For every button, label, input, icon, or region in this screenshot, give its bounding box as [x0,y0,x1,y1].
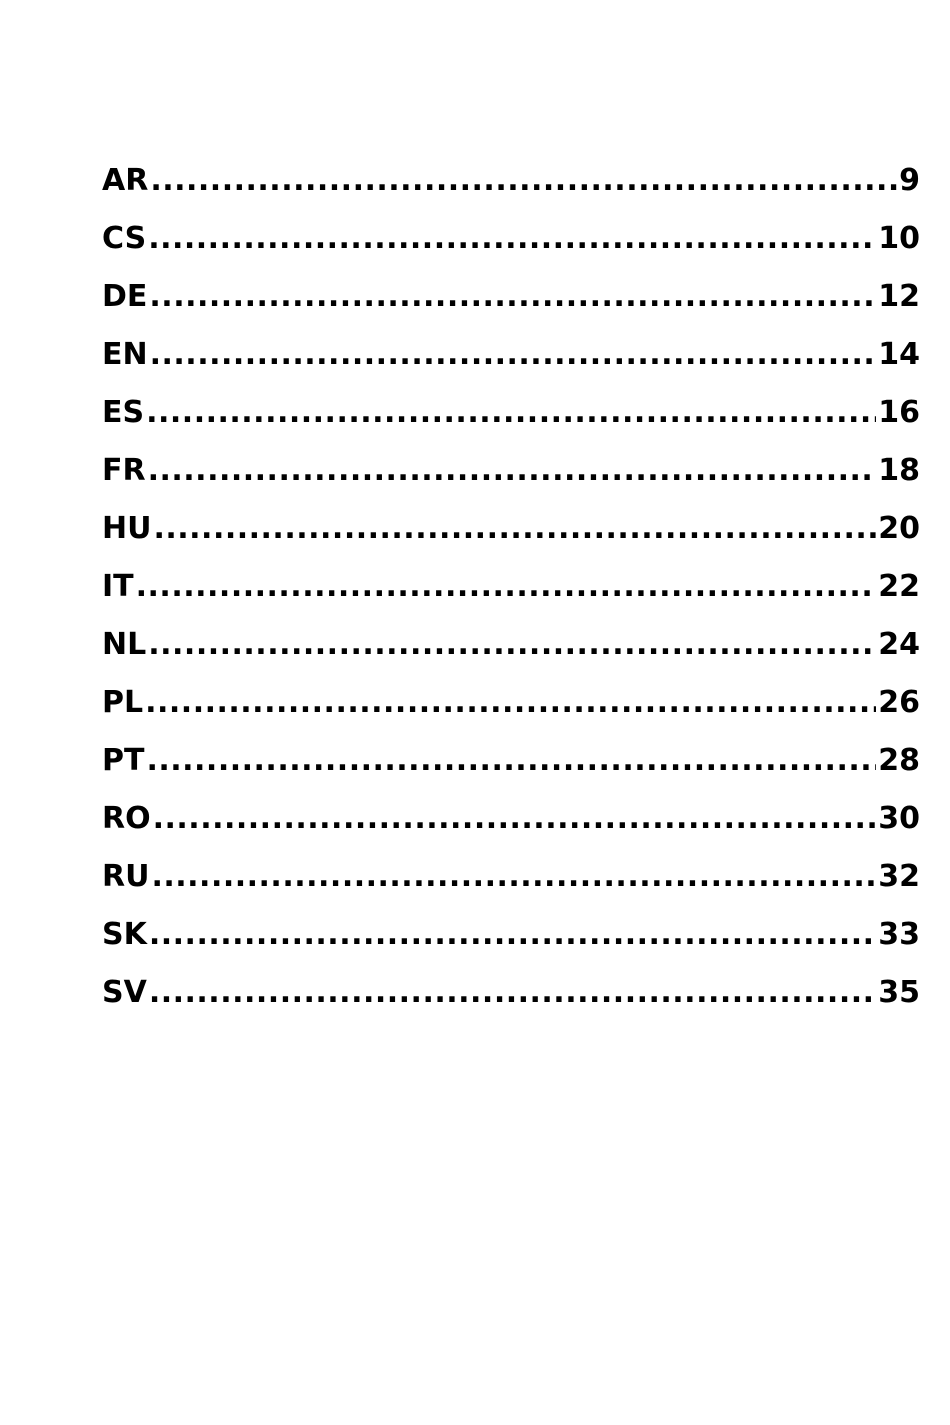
toc-page-number: 22 [878,569,920,604]
toc-entry-pl[interactable] [102,674,920,732]
toc-dot-leader [149,964,876,1022]
toc-dot-leader [150,152,897,210]
toc-language-code: EN [102,337,148,372]
toc-dot-leader [148,210,876,268]
toc-entry-ar[interactable] [102,152,920,210]
toc-dot-leader [145,674,876,732]
toc-dot-leader [150,326,877,384]
toc-language-code: ES [102,395,145,430]
toc-page-number: 32 [878,859,920,894]
toc-dot-leader [153,790,877,848]
table-of-contents [102,152,920,1022]
toc-page-number: 28 [878,743,920,778]
toc-page-number: 9 [899,163,920,198]
toc-language-code: FR [102,453,146,488]
toc-language-code: RU [102,859,150,894]
toc-dot-leader [153,500,876,558]
toc-entry-nl[interactable] [102,616,920,674]
toc-page-number: 16 [878,395,920,430]
toc-entry-ru[interactable] [102,848,920,906]
toc-entry-hu[interactable] [102,500,920,558]
toc-dot-leader [148,616,876,674]
toc-page-number: 26 [878,685,920,720]
toc-dot-leader [146,732,876,790]
toc-page-number: 20 [878,511,920,546]
toc-page-number: 18 [878,453,920,488]
toc-language-code: IT [102,569,134,604]
toc-dot-leader [149,268,876,326]
toc-entry-pt[interactable] [102,732,920,790]
toc-page-number: 35 [878,975,920,1010]
toc-language-code: NL [102,627,147,662]
toc-entry-it[interactable] [102,558,920,616]
toc-entry-fr[interactable] [102,442,920,500]
toc-entry-es[interactable] [102,384,920,442]
toc-entry-cs[interactable] [102,210,920,268]
toc-page-number: 10 [878,221,920,256]
toc-entry-en[interactable] [102,326,920,384]
toc-dot-leader [136,558,877,616]
toc-entry-sk[interactable] [102,906,920,964]
toc-language-code: HU [102,511,152,546]
toc-page-number: 24 [878,627,920,662]
toc-page-number: 14 [878,337,920,372]
toc-page-number: 30 [878,801,920,836]
toc-language-code: CS [102,221,147,256]
toc-entry-ro[interactable] [102,790,920,848]
toc-language-code: AR [102,163,149,198]
toc-language-code: RO [102,801,151,836]
toc-dot-leader [151,848,876,906]
toc-entry-de[interactable] [102,268,920,326]
toc-language-code: DE [102,279,148,314]
toc-language-code: PL [102,685,144,720]
toc-language-code: SK [102,917,147,952]
toc-language-code: PT [102,743,145,778]
toc-entry-sv[interactable] [102,964,920,1022]
toc-page-number: 12 [878,279,920,314]
toc-dot-leader [146,384,876,442]
toc-dot-leader [149,906,876,964]
toc-dot-leader [148,442,877,500]
toc-language-code: SV [102,975,147,1010]
toc-page-number: 33 [878,917,920,952]
